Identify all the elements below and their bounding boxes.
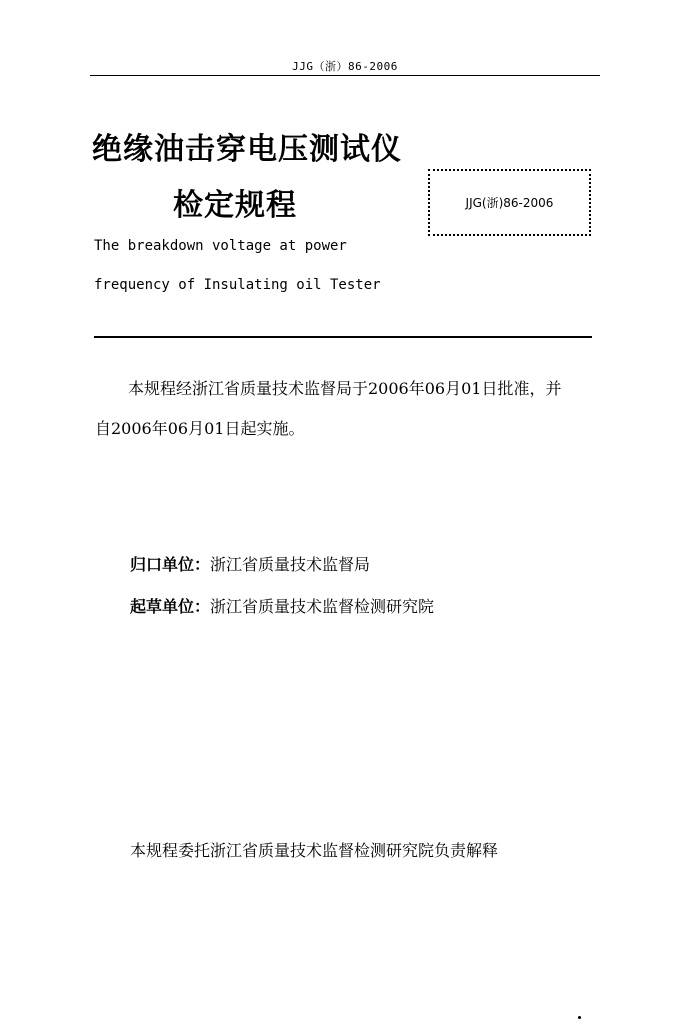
interpretation-note: 本规程委托浙江省质量技术监督检测研究院负责解释 (130, 841, 499, 860)
drafting-unit-label: 起草单位： (130, 597, 211, 616)
responsible-unit-label: 归口单位： (130, 555, 211, 574)
drafting-unit (130, 594, 434, 617)
standard-code-box-text: JJG(浙)86-2006 (465, 196, 554, 210)
title-divider (94, 336, 592, 338)
standard-code-box (428, 169, 591, 236)
drafting-unit-value: 浙江省质量技术监督检测研究院 (210, 597, 435, 616)
approval-statement-line2: 自2006年06月01日起实施。 (95, 419, 305, 438)
title-english-line1: The breakdown voltage at power (94, 238, 347, 254)
approval-statement-line1: 本规程经浙江省质量技术监督局于2006年06月01日批准，并 (128, 379, 562, 398)
header-divider (90, 75, 600, 76)
header-standard-code: JJG（浙）86-2006 (292, 60, 398, 73)
responsible-unit-value: 浙江省质量技术监督局 (210, 555, 371, 574)
scan-speck (578, 1016, 581, 1019)
title-english-line2: frequency of Insulating oil Tester (94, 277, 381, 293)
title-chinese-line1: 绝缘油击穿电压测试仪 (92, 132, 402, 167)
responsible-unit (130, 552, 370, 575)
title-chinese-line2: 检定规程 (173, 188, 297, 223)
